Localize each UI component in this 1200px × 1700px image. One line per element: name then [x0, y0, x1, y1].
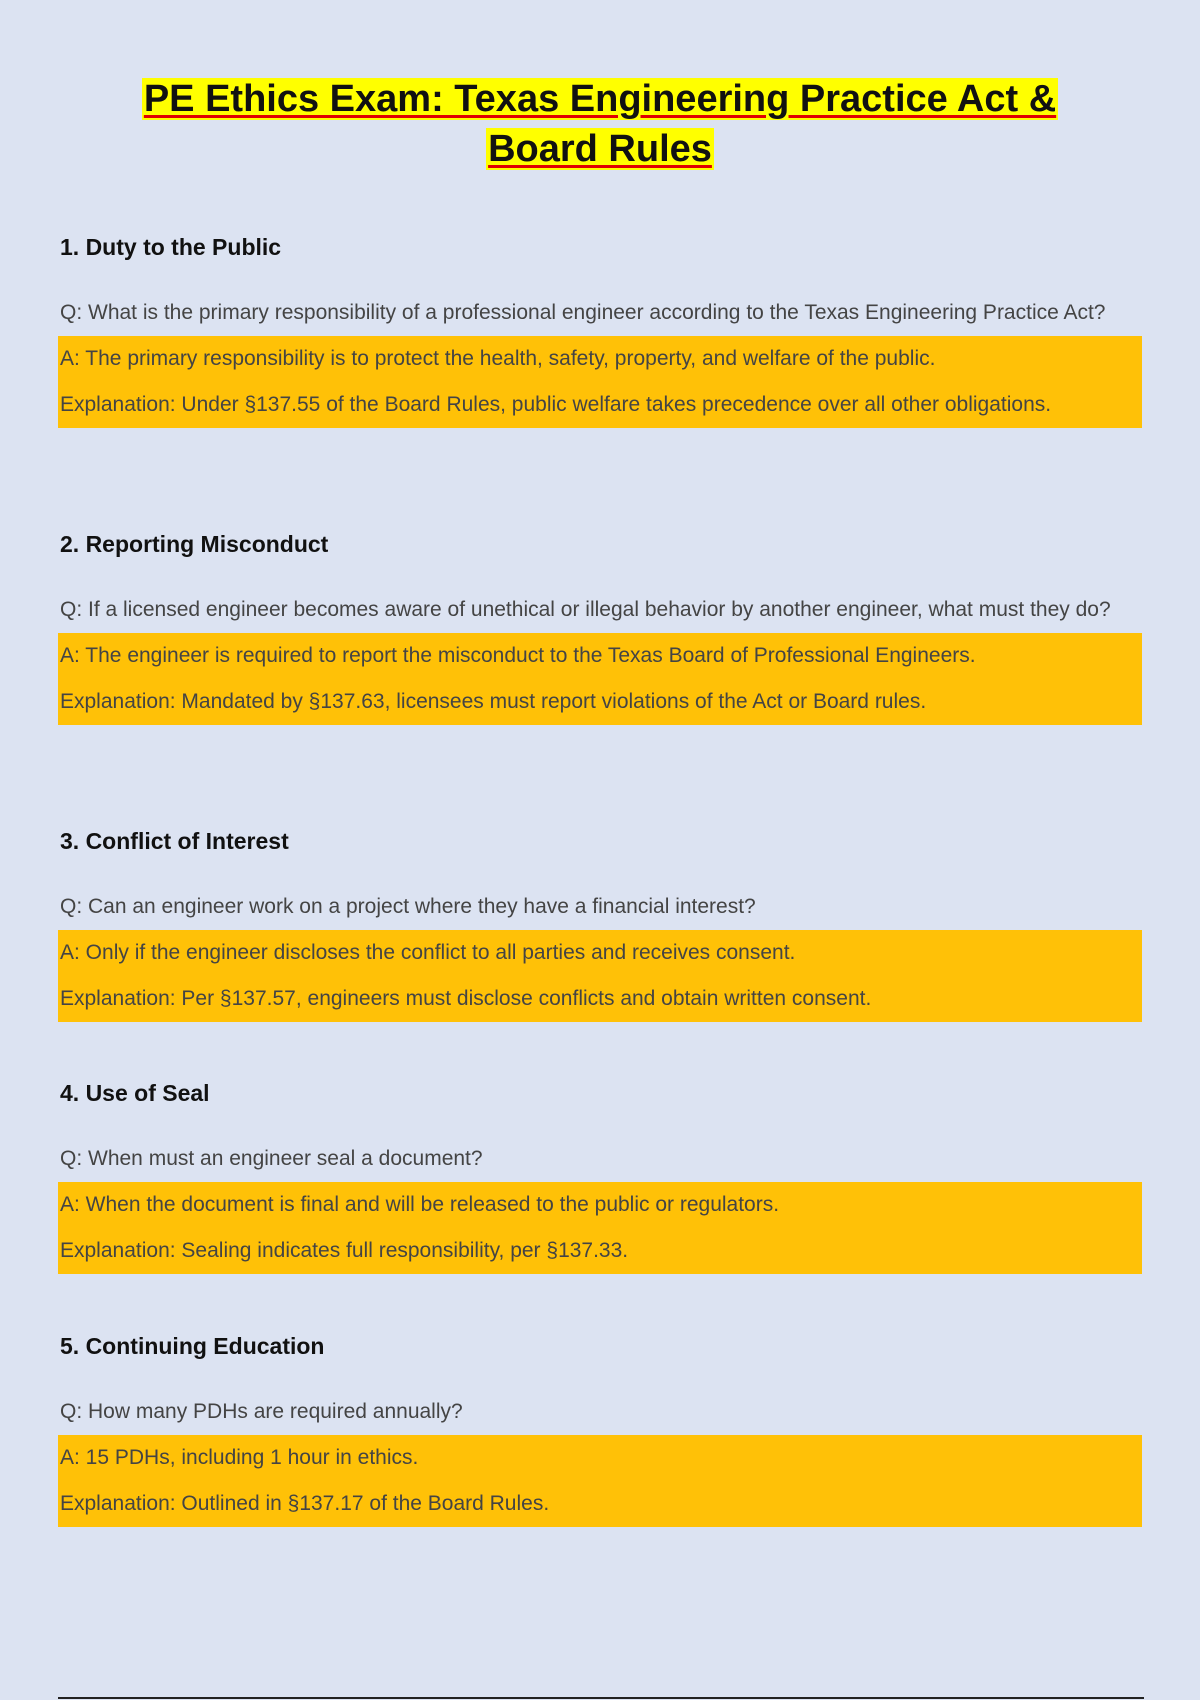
section-reporting-misconduct: [60, 529, 1142, 725]
section-heading: 3. Conflict of Interest: [60, 828, 289, 854]
section-heading: 1. Duty to the Public: [60, 234, 282, 260]
answer-text: A: The engineer is required to report the misconduct to the Texas Board of Professional Engineers.: [60, 644, 976, 667]
section-heading: 5. Continuing Education: [60, 1333, 325, 1359]
section-conflict-of-interest: [60, 826, 1142, 1022]
question-text: Q: If a licensed engineer becomes aware of unethical or illegal behavior by another engineer, what must they do?: [60, 598, 1111, 621]
question-text: Q: Can an engineer work on a project where they have a financial interest?: [60, 895, 756, 918]
section-continuing-education: [60, 1331, 1142, 1527]
answer-text: A: The primary responsibility is to protect the health, safety, property, and welfare of the public.: [60, 347, 936, 370]
question-text: Q: When must an engineer seal a document?: [60, 1147, 483, 1170]
explanation-text: Explanation: Sealing indicates full responsibility, per §137.33.: [60, 1239, 629, 1262]
explanation-text: Explanation: Mandated by §137.63, licensees must report violations of the Act or Board rules.: [60, 690, 927, 713]
footer-divider: [58, 1697, 1144, 1699]
answer-highlight: [58, 1435, 1142, 1527]
title-line-1: PE Ethics Exam: Texas Engineering Practice Act &: [143, 78, 1057, 120]
explanation-text: Explanation: Under §137.55 of the Board Rules, public welfare takes precedence over all other obligations.: [60, 393, 1052, 416]
answer-highlight: [58, 336, 1142, 428]
answer-highlight: [58, 633, 1142, 725]
answer-text: A: Only if the engineer discloses the conflict to all parties and receives consent.: [60, 941, 796, 964]
section-heading: 4. Use of Seal: [60, 1080, 210, 1106]
question-text: Q: How many PDHs are required annually?: [60, 1400, 463, 1423]
explanation-text: Explanation: Outlined in §137.17 of the Board Rules.: [60, 1492, 550, 1515]
section-duty-to-public: [60, 232, 1142, 428]
answer-text: A: 15 PDHs, including 1 hour in ethics.: [60, 1446, 419, 1469]
answer-highlight: [58, 930, 1142, 1022]
answer-text: A: When the document is final and will be released to the public or regulators.: [60, 1193, 780, 1216]
question-text: Q: What is the primary responsibility of a professional engineer according to the Texas Engineering Practice Act?: [60, 301, 1106, 324]
section-use-of-seal: [60, 1078, 1142, 1274]
page-title: [0, 74, 1200, 174]
section-heading: 2. Reporting Misconduct: [60, 531, 329, 557]
explanation-text: Explanation: Per §137.57, engineers must disclose conflicts and obtain written consent.: [60, 987, 872, 1010]
answer-highlight: [58, 1182, 1142, 1274]
title-line-2: Board Rules: [488, 128, 712, 170]
